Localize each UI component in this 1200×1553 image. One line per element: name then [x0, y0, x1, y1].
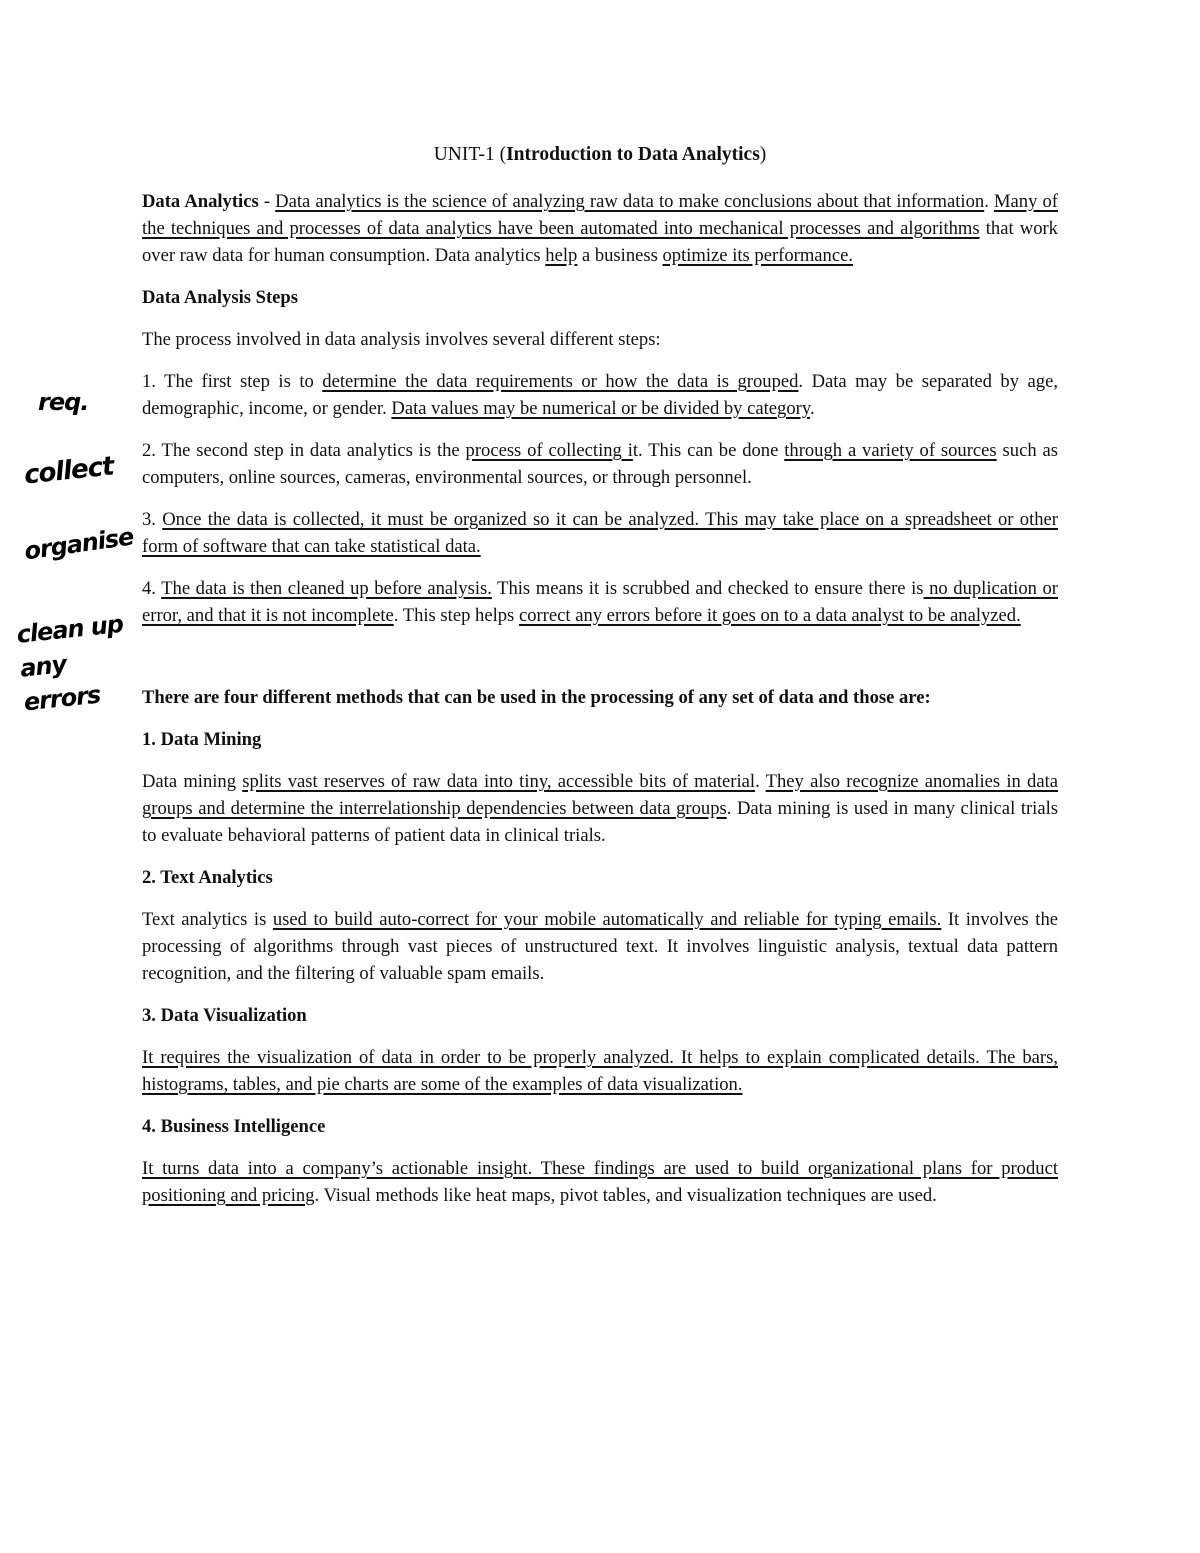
method-2-text: Text analytics is used to build auto-correct for your mobile automatically and reliable for typing emails. It involves the processing of algorithms through vast pieces of unstructured text. It involves linguistic analysis, textual data pattern recognition, and the filtering of valuable spam emails.: [142, 909, 1058, 984]
handwritten-note-req: req.: [38, 388, 89, 416]
handwritten-note-organise: organise: [22, 522, 135, 566]
handwritten-note-collect: collect: [22, 451, 115, 491]
method-4-text: It turns data into a company’s actionable insight. These findings are used to build organizational plans for product positioning and pricing. Visual methods like heat maps, pivot tables, and visualization techniques are used.: [142, 1158, 1058, 1206]
step-2: 2. The second step in data analytics is the process of collecting it. This can be done through a variety of sources such as computers, online sources, cameras, environmental sources, or through personnel.: [142, 440, 1058, 488]
step-3: 3. Once the data is collected, it must be organized so it can be analyzed. This may take place on a spreadsheet or other form of software that can take statistical data.: [142, 509, 1058, 557]
methods-heading: There are four different methods that can be used in the processing of any set of data and those are:: [142, 687, 931, 708]
step-1: 1. The first step is to determine the data requirements or how the data is grouped. Data may be separated by age, demographic, income, or gender. Data values may be numerical or be divided by category.: [142, 371, 1058, 419]
steps-heading: Data Analysis Steps: [142, 287, 299, 308]
document-body: [142, 140, 1058, 1224]
steps-intro: The process involved in data analysis involves several different steps:: [142, 329, 661, 350]
intro-term: Data Analytics: [142, 191, 259, 212]
method-3-text: It requires the visualization of data in order to be properly analyzed. It helps to explain complicated details. The bars, histograms, tables, and pie charts are some of the examples of data visualization.: [142, 1047, 1058, 1095]
method-4-heading: 4. Business Intelligence: [142, 1116, 326, 1137]
step-4: 4. The data is then cleaned up before analysis. This means it is scrubbed and checked to ensure there is no duplication or error, and that it is not incomplete. This step helps correct any errors before it goes on to a data analyst to be analyzed.: [142, 578, 1058, 626]
method-2-heading: 2. Text Analytics: [142, 867, 273, 888]
method-1-heading: 1. Data Mining: [142, 729, 262, 750]
spacer: [142, 644, 1058, 684]
method-3-heading: 3. Data Visualization: [142, 1005, 307, 1026]
intro-paragraph: Data Analytics - Data analytics is the science of analyzing raw data to make conclusions about that information. Many of the techniques and processes of data analytics have been automated into mechanical processes and algorithms that work over raw data for human consumption. Data analytics help a business optimize its performance.: [142, 191, 1058, 266]
method-1-text: Data mining splits vast reserves of raw data into tiny, accessible bits of material. They also recognize anomalies in data groups and determine the interrelationship dependencies between data groups. Data mining is used in many clinical trials to evaluate behavioral patterns of patient data in clinical trials.: [142, 771, 1058, 846]
handwritten-note-clean-up: clean up any errors: [15, 609, 125, 717]
page-title: UNIT-1 (Introduction to Data Analytics): [433, 144, 767, 165]
